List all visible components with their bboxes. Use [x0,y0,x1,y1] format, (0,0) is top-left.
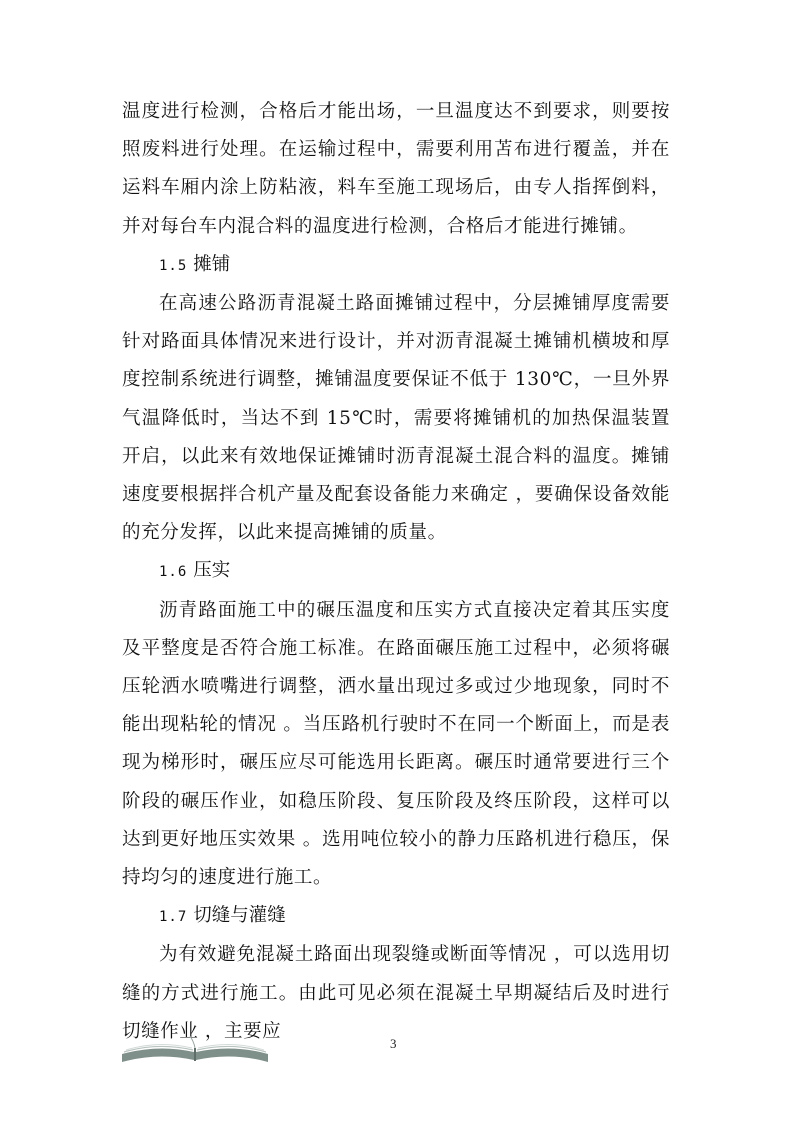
page-number: 3 [390,1036,397,1051]
document-body [122,93,670,1051]
section-title: 压实 [193,560,231,582]
section-number: 1.5 [159,257,188,274]
section-number: 1.6 [159,564,188,581]
section-title: 摊铺 [193,253,231,275]
open-book-icon [120,1030,270,1064]
section-heading-compaction [122,552,670,591]
section-number: 1.7 [159,909,188,926]
section-title: 切缝与灌缝 [193,905,286,927]
paragraph-compaction: 沥青路面施工中的碾压温度和压实方式直接决定着其压实度及平整度是否符合施工标准。在路面碾压施工过程中，必须将碾压轮洒水喷嘴进行调整，洒水量出现过多或过少地现象，同时不能出现粘轮的情况 。当压路机行驶时不在同一个断面上，而是表现为梯形时，碾压应尽可能选用长距离。碾压时通常要进行三个阶段的碾压作业，如稳压阶段、复压阶段及终压阶段，这样可以达到更好地压实效果 。选用吨位较小的静力压路机进行稳压，保持均匀的速度进行施工。 [122,599,670,889]
section-heading-paving [122,246,670,285]
paragraph-joint-cutting: 为有效避免混凝土路面出现裂缝或断面等情况 ，可以选用切缝的方式进行施工。由此可见必须在混凝土早期凝结后及时进行切缝作业 ，主要应 [122,944,670,1042]
section-heading-joint-cutting [122,897,670,936]
paragraph-transport: 温度进行检测，合格后才能出场，一旦温度达不到要求，则要按照废料进行处理。在运输过程中，需要利用苫布进行覆盖，并在运料车厢内涂上防粘液，料车至施工现场后，由专人指挥倒料，并对每台车内混合料的温度进行检测，合格后才能进行摊铺。 [122,101,670,237]
paragraph-paving: 在高速公路沥青混凝土路面摊铺过程中，分层摊铺厚度需要针对路面具体情况来进行设计，并对沥青混凝土摊铺机横坡和厚度控制系统进行调整，摊铺温度要保证不低于 130℃，一旦外界气温降低时，当达不到 15℃时，需要将摊铺机的加热保温装置开启，以此来有效地保证摊铺时沥青混凝土混合料的温度。摊铺速度要根据拌合机产量及配套设备能力来确定 ，要确保设备效能的充分发挥，以此来提高摊铺的质量。 [122,293,670,544]
